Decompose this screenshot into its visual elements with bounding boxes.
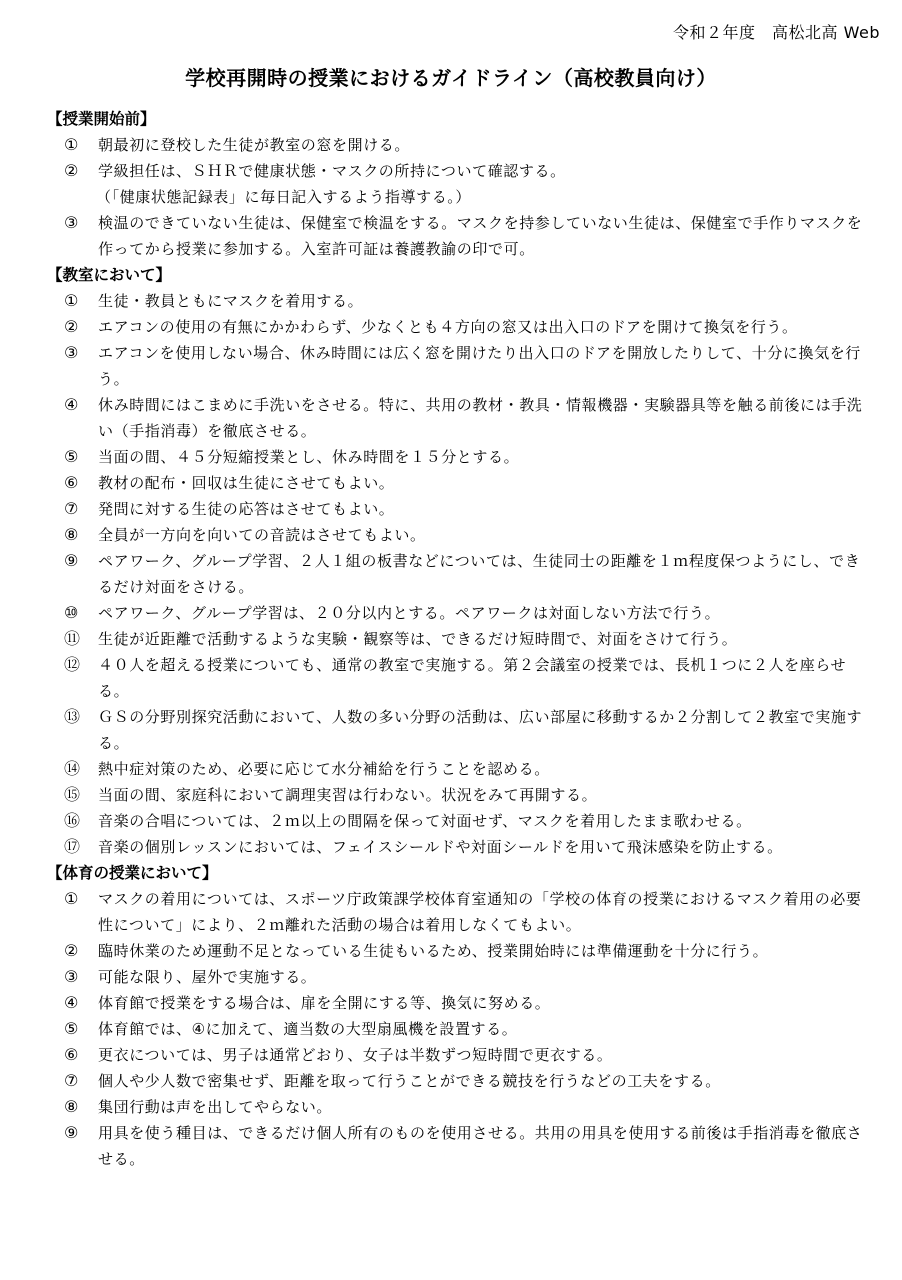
list-item [64, 1042, 870, 1068]
document-header-label: 令和２年度 高松北高 Web [673, 23, 880, 42]
item-number: ⑪ [64, 629, 81, 648]
item-text: 朝最初に登校した生徒が教室の窓を開ける。 [98, 136, 411, 154]
item-text: 用具を使う種目は、できるだけ個人所有のものを使用させる。共用の用具を使用する前後は手指消毒を徹底させる。 [98, 1124, 863, 1168]
list-item [64, 548, 870, 600]
list-item [64, 782, 870, 808]
item-text: 当面の間、４５分短縮授業とし、休み時間を１５分とする。 [98, 448, 520, 466]
item-text: 発問に対する生徒の応答はさせてもよい。 [98, 500, 395, 518]
list-item [64, 886, 870, 938]
item-number: ① [64, 291, 79, 310]
list-item [64, 1120, 870, 1172]
item-number: ④ [64, 395, 79, 414]
item-number: ⑤ [64, 447, 79, 466]
item-text: 音楽の合唱については、２ｍ以上の間隔を保って対面せず、マスクを着用したまま歌わせる。 [98, 812, 752, 830]
item-number: ② [64, 941, 79, 960]
item-number: ② [64, 317, 79, 336]
list-item [64, 158, 870, 210]
item-text: 学級担任は、ＳＨＲで健康状態・マスクの所持について確認する。 [98, 162, 566, 180]
item-number: ③ [64, 967, 79, 986]
section-2 [47, 860, 870, 1172]
list-item [64, 938, 870, 964]
section-0 [47, 106, 870, 262]
item-number: ⑦ [64, 1071, 79, 1090]
list-item [64, 1068, 870, 1094]
item-text: 体育館で授業をする場合は、扉を全開にする等、換気に努める。 [98, 994, 551, 1012]
list-item [64, 834, 870, 860]
item-text: ペアワーク、グループ学習、２人１組の板書などについては、生徒同士の距離を１ｍ程度保つようにし、できるだけ対面をさける。 [98, 552, 861, 596]
item-number: ⑥ [64, 473, 79, 492]
item-text: ペアワーク、グループ学習は、２０分以内とする。ペアワークは対面しない方法で行う。 [98, 604, 721, 622]
item-text: エアコンを使用しない場合、休み時間には広く窓を開けたり出入口のドアを開放したりして、十分に換気を行う。 [98, 344, 861, 388]
item-text: エアコンの使用の有無にかかわらず、少なくとも４方向の窓又は出入口のドアを開けて換気を行う。 [98, 318, 798, 336]
item-number: ⑫ [64, 655, 81, 674]
section-heading: 【教室において】 [47, 266, 172, 284]
item-number: ⑤ [64, 1019, 79, 1038]
list-item [64, 626, 870, 652]
item-number: ⑧ [64, 1097, 79, 1116]
item-subtext: （「健康状態記録表」に毎日記入するよう指導する。） [96, 188, 472, 206]
list-item [64, 990, 870, 1016]
list-item [64, 964, 870, 990]
item-number: ① [64, 135, 79, 154]
list-item [64, 1016, 870, 1042]
item-text: マスクの着用については、スポーツ庁政策課学校体育室通知の「学校の体育の授業におけるマスク着用の必要性について」により、２ｍ離れた活動の場合は着用しなくてもよい。 [98, 890, 862, 934]
list-item [64, 652, 870, 704]
item-number: ⑬ [64, 707, 81, 726]
list-item [64, 808, 870, 834]
document-title: 学校再開時の授業におけるガイドライン（高校教員向け） [185, 66, 717, 90]
item-text: 熱中症対策のため、必要に応じて水分補給を行うことを認める。 [98, 760, 550, 778]
list-item [64, 496, 870, 522]
item-text: 集団行動は声を出してやらない。 [98, 1098, 333, 1116]
section-1 [47, 262, 870, 860]
item-number: ⑩ [64, 603, 79, 622]
item-text: 検温のできていない生徒は、保健室で検温をする。マスクを持参していない生徒は、保健室で手作りマスクを作ってから授業に参加する。入室許可証は養護教諭の印で可。 [98, 214, 863, 258]
list-item [64, 704, 870, 756]
item-text: ４０人を超える授業についても、通常の教室で実施する。第２会議室の授業では、長机１つに２人を座らせる。 [98, 656, 847, 700]
item-number: ⑨ [64, 1123, 79, 1142]
item-number: ⑭ [64, 759, 81, 778]
item-number: ③ [64, 343, 79, 362]
list-item [64, 132, 870, 158]
list-item [64, 1094, 870, 1120]
item-text: ＧＳの分野別探究活動において、人数の多い分野の活動は、広い部屋に移動するか２分割して２教室で実施する。 [98, 708, 863, 752]
list-item [64, 756, 870, 782]
list-item [64, 340, 870, 392]
list-item [64, 600, 870, 626]
section-heading: 【授業開始前】 [47, 110, 156, 128]
section-heading: 【体育の授業において】 [47, 864, 218, 882]
item-number: ③ [64, 213, 79, 232]
item-text: 生徒が近距離で活動するような実験・観察等は、できるだけ短時間で、対面をさけて行う。 [98, 630, 738, 648]
item-number: ⑰ [64, 837, 81, 856]
item-text: 教材の配布・回収は生徒にさせてもよい。 [98, 474, 395, 492]
list-item [64, 314, 870, 340]
item-text: 当面の間、家庭科において調理実習は行わない。状況をみて再開する。 [98, 786, 598, 804]
list-item [64, 522, 870, 548]
item-text: 個人や少人数で密集せず、距離を取って行うことができる競技を行うなどの工夫をする。 [98, 1072, 721, 1090]
item-number: ⑧ [64, 525, 79, 544]
item-number: ⑯ [64, 811, 81, 830]
item-text: 体育館では、④に加えて、適当数の大型扇風機を設置する。 [98, 1020, 518, 1038]
item-number: ⑥ [64, 1045, 79, 1064]
item-text: 臨時休業のため運動不足となっている生徒もいるため、授業開始時には準備運動を十分に行う。 [98, 942, 769, 960]
item-text: 可能な限り、屋外で実施する。 [98, 968, 317, 986]
list-item [64, 470, 870, 496]
list-item [64, 444, 870, 470]
item-text: 音楽の個別レッスンにおいては、フェイスシールドや対面シールドを用いて飛沫感染を防止する。 [98, 838, 783, 856]
item-number: ① [64, 889, 79, 908]
document-body [47, 106, 870, 1172]
item-number: ⑦ [64, 499, 79, 518]
item-number: ⑮ [64, 785, 81, 804]
item-number: ⑨ [64, 551, 79, 570]
item-text: 全員が一方向を向いての音読はさせてもよい。 [98, 526, 426, 544]
item-number: ② [64, 161, 79, 180]
list-item [64, 210, 870, 262]
list-item [64, 288, 870, 314]
item-number: ④ [64, 993, 79, 1012]
list-item [64, 392, 870, 444]
item-text: 生徒・教員ともにマスクを着用する。 [98, 292, 364, 310]
item-text: 休み時間にはこまめに手洗いをさせる。特に、共用の教材・教具・情報機器・実験器具等を触る前後には手洗い（手指消毒）を徹底させる。 [98, 396, 863, 440]
item-text: 更衣については、男子は通常どおり、女子は半数ずつ短時間で更衣する。 [98, 1046, 613, 1064]
